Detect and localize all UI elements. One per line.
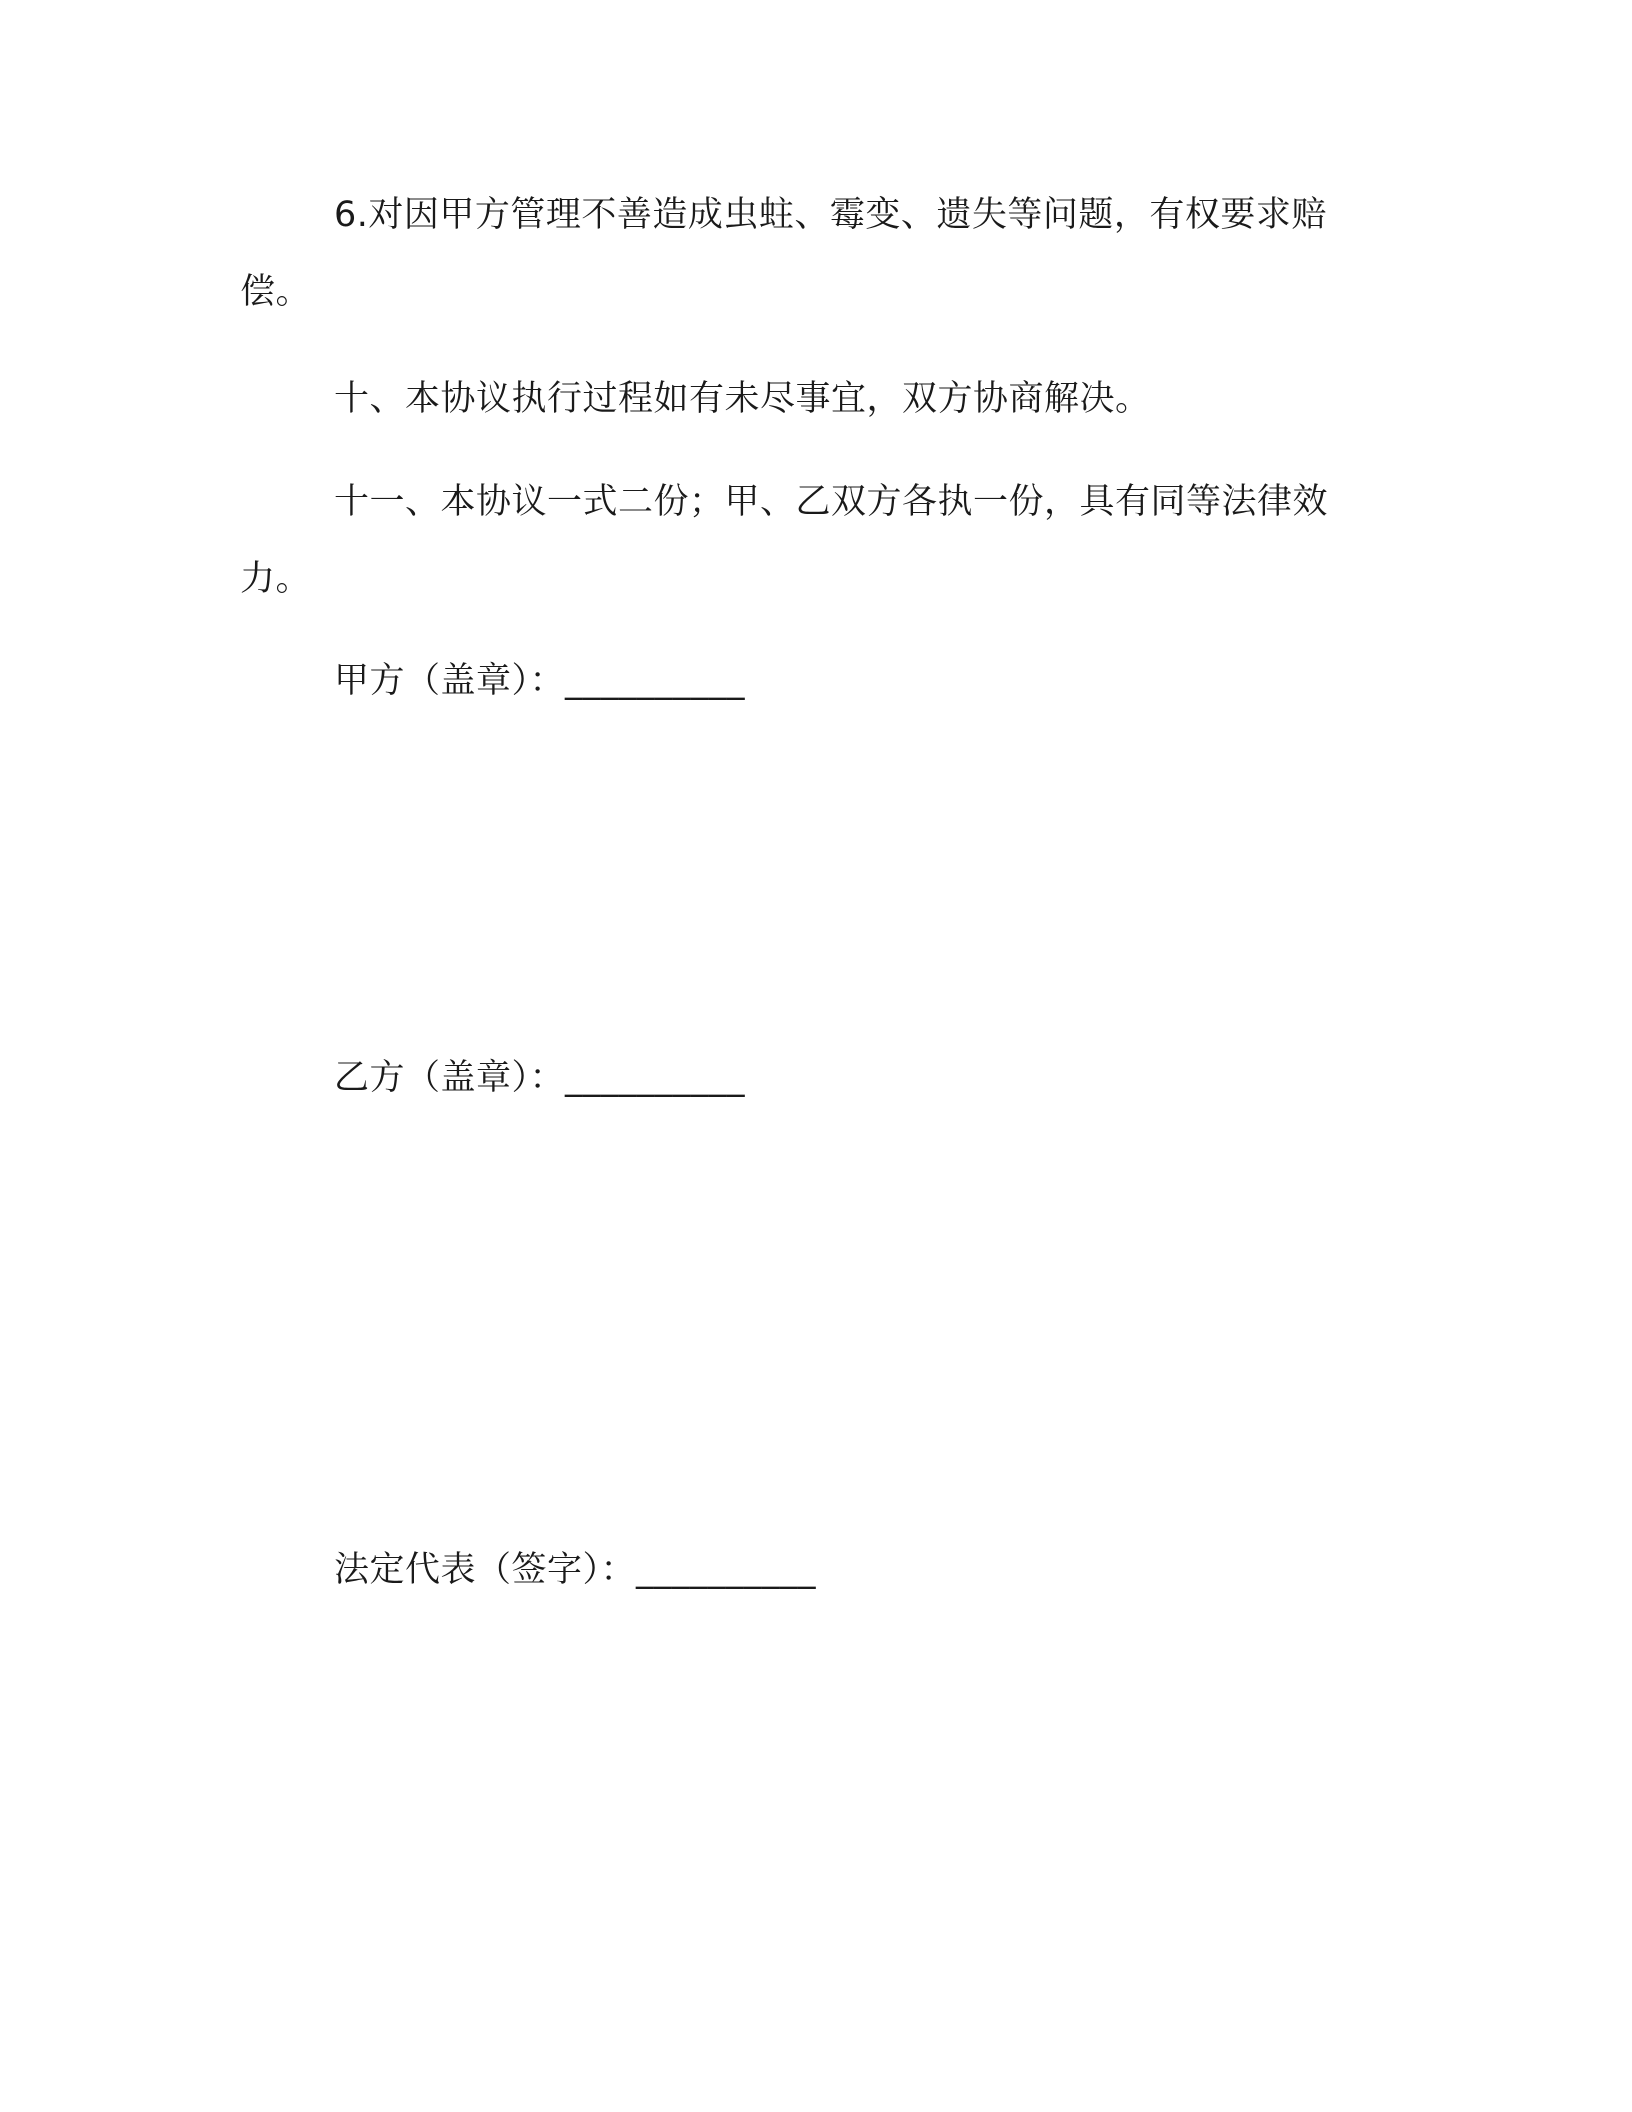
clause-11-paragraph: 十一、本协议一式二份；甲、乙双方各执一份，具有同等法律效力。 <box>240 482 1329 599</box>
party-a-seal-line: 甲方（盖章）：__________ <box>334 661 746 701</box>
clause-10-paragraph: 十、本协议执行过程如有未尽事宜，双方协商解决。 <box>334 379 1151 419</box>
legal-representative-signature-line: 法定代表（签字）：__________ <box>334 1550 817 1590</box>
party-b-seal-line: 乙方（盖章）：__________ <box>334 1058 746 1098</box>
clause-6-paragraph: 6.对因甲方管理不善造成虫蛀、霉变、遗失等问题，有权要求赔偿。 <box>240 195 1327 312</box>
